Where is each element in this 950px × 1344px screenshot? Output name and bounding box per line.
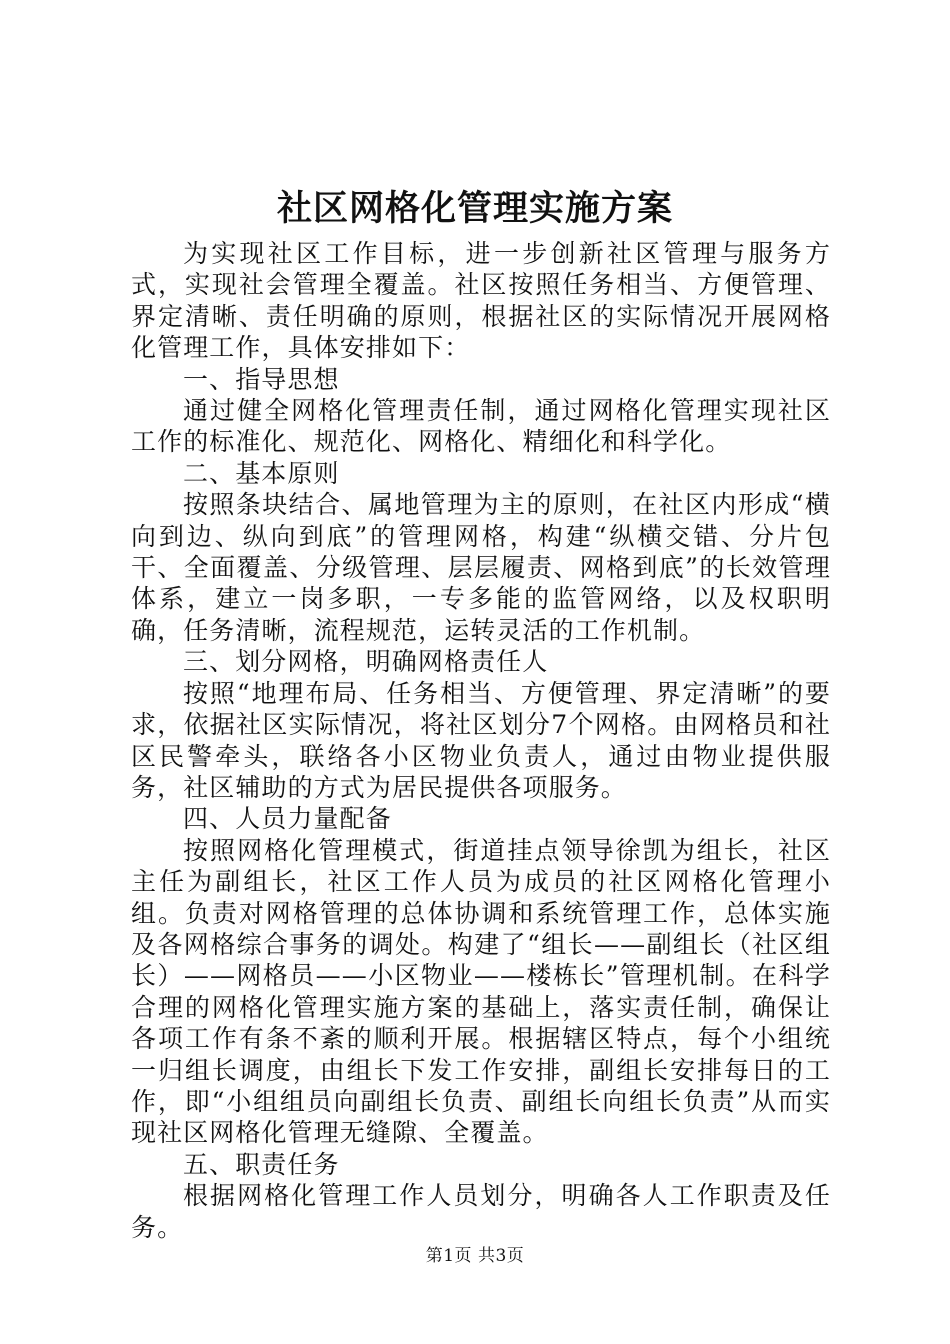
- section-heading-basic-principles: 二、基本原则: [183, 458, 340, 488]
- section-body-staffing: 按照网格化管理模式，街道挂点领导徐凯为组长，社区主任为副组长，社区工作人员为成员的社区网格化管理小组。负责对网格管理的总体协调和系统管理工作，总体实施及各网格综合事务的调处。构建了“组长——副组长（社区组长）——网格员——小区物业——楼栋长”管理机制。在科学合理的网格化管理实施方案的基础上，落实责任制，确保让各项工作有条不紊的顺利开展。根据辖区特点，每个小组统一归组长调度，由组长下发工作安排，副组长安排每日的工作，即“小组组员向副组长负责、副组长向组长负责”从而实现社区网格化管理无缝隙、全覆盖。: [131, 835, 831, 1148]
- section-body-basic-principles: 按照条块结合、属地管理为主的原则，在社区内形成“横向到边、纵向到底”的管理网格，构建“纵横交错、分片包干、全面覆盖、分级管理、层层履责、网格到底”的长效管理体系，建立一岗多职，一专多能的监管网络，以及权职明确，任务清晰，流程规范，运转灵活的工作机制。: [131, 490, 831, 645]
- section-body-duties: 根据网格化管理工作人员划分，明确各人工作职责及任务。: [131, 1181, 831, 1242]
- section-body-grid-division: 按照“地理布局、任务相当、方便管理、界定清晰”的要求，依据社区实际情况，将社区划分7个网格。由网格员和社区民警牵头，联络各小区物业负责人，通过由物业提供服务，社区辅助的方式为居民提供各项服务。: [131, 678, 831, 802]
- page-number-footer: 第1页 共3页: [425, 1246, 525, 1266]
- section-heading-staffing: 四、人员力量配备: [183, 804, 392, 834]
- section-heading-grid-division: 三、划分网格，明确网格责任人: [183, 647, 549, 677]
- section-body-guiding-ideology: 通过健全网格化管理责任制，通过网格化管理实现社区工作的标准化、规范化、网格化、精细化和科学化。: [131, 396, 831, 457]
- intro-paragraph: 为实现社区工作目标，进一步创新社区管理与服务方式，实现社会管理全覆盖。社区按照任务相当、方便管理、界定清晰、责任明确的原则，根据社区的实际情况开展网格化管理工作，具体安排如下：: [131, 239, 831, 363]
- section-heading-duties: 五、职责任务: [183, 1149, 340, 1179]
- document-body: [131, 238, 831, 1243]
- document-title: 社区网格化管理实施方案: [276, 188, 673, 229]
- section-heading-guiding-ideology: 一、指导思想: [183, 364, 340, 394]
